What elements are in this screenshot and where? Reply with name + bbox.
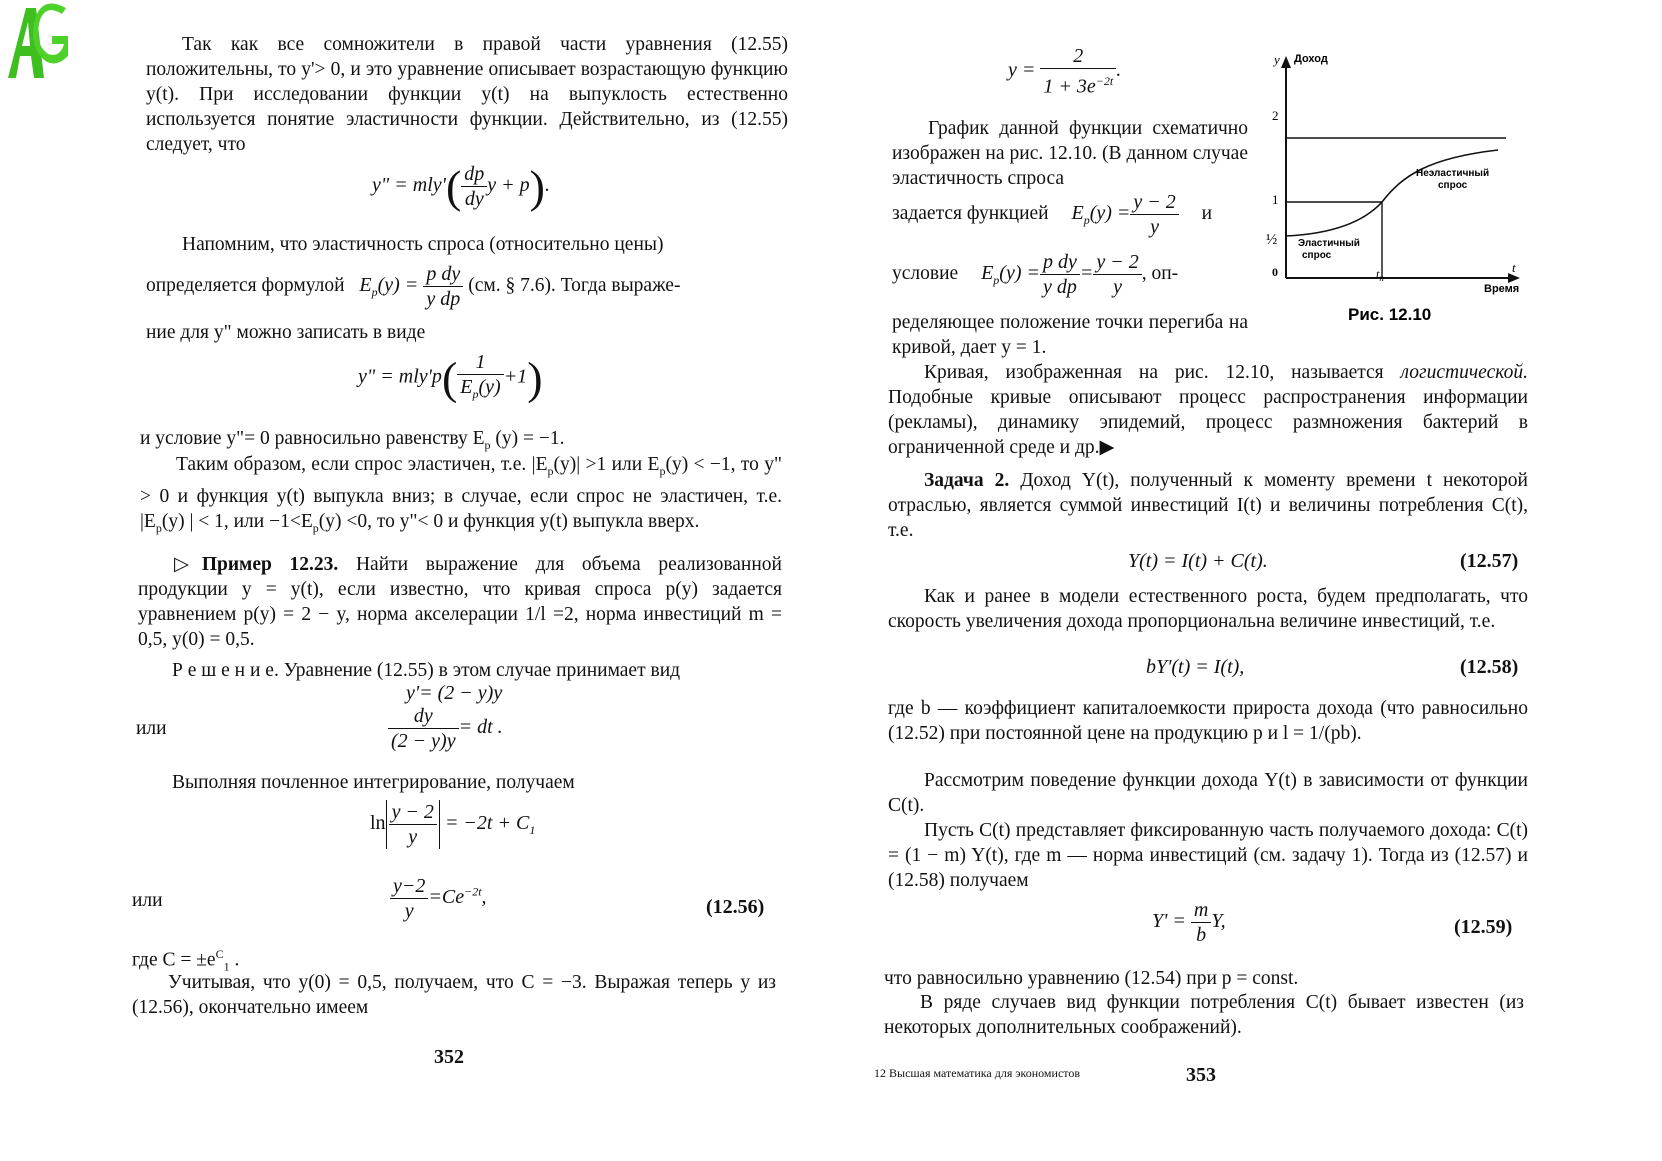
right-paragraph-5: Кривая, изображенная на рис. 12.10, называется логистической. Подобные кривые описывают процесс распространения информации (рекламы), динамику эпидемий, процесс размножения бактерий в ограниченной среде и др.▶ [888, 362, 1528, 458]
y-axis-arrow [1281, 56, 1291, 68]
equation-dy-dt: $\frac{dy}{(2 - y)y}$ = dt . [388, 704, 503, 753]
tick-label-half: ½ [1266, 232, 1278, 248]
equation-ln: ln $\frac{y - 2}{y}$ = $-2t + C_1$ [370, 801, 536, 848]
or-word-2: или [132, 890, 163, 911]
y-axis-letter: y [1274, 52, 1280, 67]
left-page [0, 0, 830, 1161]
left-paragraph-4: ние для y" можно записать в виде [146, 322, 426, 343]
right-paragraph-11: В ряде случаев вид функции потребления C(t) бывает известен (из некоторых дополнительных соображений). [884, 992, 1524, 1038]
left-paragraph-9: Учитывая, что y(0) = 0,5, получаем, что C = −3. Выражая теперь y из (12.56), окончательно имеем [132, 972, 776, 1018]
page-number-left: 352 [434, 1046, 464, 1068]
t-n-label: $t_n$ [1376, 267, 1384, 283]
right-paragraph-10: что равносильно уравнению (12.54) при p = const. [884, 968, 1299, 989]
left-paragraph-6: Таким образом, если спрос эластичен, т.е. $|E_p(y)| >1$ или $E_p(y) < -1$, то y" > 0 и функция y(t) выпукла вниз; в случае, если спрос не эластичен, т.е. $|E_p(y)$ | < 1, или $-1<E_p(y) <0$, то y"< 0 и функция y(t) выпукла вверх. [140, 454, 782, 535]
equation-label-12-57: (12.57) [1460, 550, 1519, 572]
x-axis-letter: t [1512, 260, 1516, 275]
logistic-curve [1286, 150, 1498, 236]
right-paragraph-9: Пусть C(t) представляет фиксированную часть получаемого дохода: C(t) = (1 − m) Y(t), где m — норма инвестиций (см. задачу 1). Тогда из (12.57) и (12.58) получаем [888, 820, 1528, 891]
equation-12-59: Y' = $\frac{m}{b}$ Y, [1152, 899, 1226, 946]
page-number-right: 353 [1186, 1064, 1216, 1086]
left-paragraph-8: где $C = \pm e^C_1$ . [132, 947, 240, 974]
x-axis-label: Время [1484, 283, 1520, 295]
equation-label-12-56: (12.56) [706, 896, 765, 918]
left-paragraph-1: Так как все сомножители в правой части уравнения (12.55) положительны, то y'> 0, и это уравнение описывает возрастающую функцию y(t). При исследовании функции y(t) на выпуклость естественно используется понятие эластичности функции. Действительно, из (12.55) следует, что [146, 34, 788, 155]
left-paragraph-5: и условие y"= 0 равносильно равенству $E_p$ (y) = −1. [140, 428, 565, 452]
left-paragraph-3: определяется формулой $E_p(y)$ = $\frac{\text{p dy}}{\text{y dp}}$ (см. § 7.6). Тогда выраже- [146, 263, 681, 310]
solution-intro: Р е ш е н и е. Уравнение (12.55) в этом случае принимает вид [172, 660, 681, 681]
equation-12-58: bY'(t) = I(t), [1146, 656, 1245, 678]
footer-book-title: 12 Высшая математика для экономистов [874, 1066, 1081, 1080]
tick-label-1: 1 [1272, 192, 1279, 207]
right-paragraph-4: ределяющее положение точки перегиба на кривой, дает y = 1. [892, 312, 1248, 358]
right-paragraph-6: Как и ранее в модели естественного роста, будем предполагать, что скорость увеличения дохода пропорциональна величине инвестиций, т.е. [888, 586, 1528, 632]
elastic-label-line2: спрос [1302, 250, 1332, 261]
or-word-1: или [136, 718, 167, 739]
figure-caption: Рис. 12.10 [1348, 305, 1432, 324]
example-12-23: ▷Пример 12.23. Найти выражение для объема реализованной продукции y = y(t), если известно, что кривая спроса p(y) задается уравнением p(y) = 2 − y, норма акселерации 1/l =2, норма инвестиций m = 0,5, y(0) = 0,5. [138, 554, 782, 650]
equation-label-12-59: (12.59) [1454, 916, 1513, 938]
figure-12-10 [1258, 46, 1528, 336]
origin-label: 0 [1272, 265, 1278, 279]
left-paragraph-2: Напомним, что эластичность спроса (относительно цены) [182, 234, 664, 255]
task-2: Задача 2. Доход Y(t), полученный к моменту времени t некоторой отраслью, является суммой инвестиций I(t) и величины потребления C(t), т.е. [888, 470, 1528, 541]
equation-12-57: Y(t) = I(t) + C(t). [1128, 550, 1268, 572]
tick-label-2: 2 [1272, 108, 1279, 123]
equation-12-56: $\frac{y-2}{y}$ $=Ce^{-2t}$, [390, 874, 487, 923]
equation-logistic: y = $\frac{2}{1 + 3e^{-2t}}$ . [1008, 45, 1122, 98]
triangle-right-filled-icon: ▶ [1099, 437, 1115, 458]
right-paragraph-8: Рассмотрим поведение функции дохода Y(t) в зависимости от функции C(t). [888, 770, 1528, 816]
right-paragraph-1: График данной функции схематично изображен на рис. 12.10. (В данном случае эластичность спроса [892, 118, 1248, 189]
left-paragraph-7: Выполняя почленное интегрирование, получаем [172, 772, 575, 793]
inelastic-label-line2: спрос [1438, 180, 1468, 191]
right-paragraph-2: задается функцией $E_p(y)$ = $\frac{y - 2}{y}$ и [892, 191, 1213, 238]
right-page [830, 0, 1662, 1161]
elastic-label-line1: Эластичный [1298, 238, 1360, 249]
equation-yprime: y'= (2 − y)y [406, 682, 503, 704]
triangle-right-icon: ▷ [174, 554, 202, 575]
right-paragraph-3: условие $E_p(y)$ = $\frac{\text{p dy}}{\text{y dp}}$ = $\frac{y - 2}{y}$ , оп- [892, 251, 1179, 298]
y-axis-label: Доход [1294, 53, 1328, 65]
equation-label-12-58: (12.58) [1460, 656, 1519, 678]
inelastic-label-line1: Неэластичный [1416, 168, 1490, 179]
equation-y-second-elasticity: y" = mly'p( $\frac{1}{E_p(y)}$ +1) [358, 351, 543, 404]
right-paragraph-7: где b — коэффициент капиталоемкости прироста дохода (что равносильно (12.52) при постоянной цене на продукцию p и l = 1/(pb). [888, 698, 1528, 744]
equation-y-second-derivative: y" = mly'( $\frac{dp}{dy}$ y + p). [372, 161, 550, 212]
